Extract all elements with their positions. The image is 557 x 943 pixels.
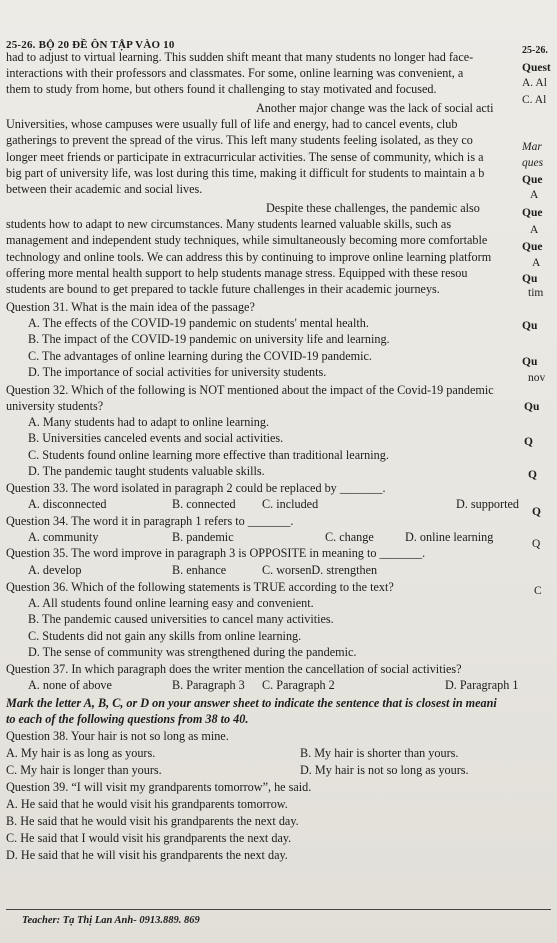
question-36-option-d: D. The sense of community was strengthened during the pandemic. [28, 645, 357, 659]
question-37-stem: Question 37. In which paragraph does the writer mention the cancellation of social activities? [6, 662, 462, 676]
passage-line: technology and online tools. We can address this by continuing to improve online learning platform [6, 250, 492, 264]
passage-line: students are bound to get prepared to tackle future challenges in their academic journeys. [6, 282, 440, 296]
adjacent-page-text: A [532, 257, 541, 269]
question-34-option-c: C. change [325, 530, 374, 544]
question-31-option-c: C. The advantages of online learning during the COVID-19 pandemic. [28, 349, 372, 363]
passage-line: interactions with their professors and classmates. For some, online learning was convenient, a [6, 66, 464, 80]
adjacent-page-text: Q [528, 469, 537, 481]
question-38-option-c: C. My hair is longer than yours. [6, 763, 162, 777]
question-34-option-b: B. pandemic [172, 530, 234, 544]
adjacent-page-text: tim [528, 287, 544, 299]
adjacent-page-text: Q [532, 538, 541, 550]
question-37-option-a: A. none of above [28, 678, 112, 692]
passage-line: had to adjust to virtual learning. This sudden shift meant that many students no longer had face- [6, 50, 474, 64]
question-38-option-b: B. My hair is shorter than yours. [300, 746, 459, 760]
section-instruction: to each of the following questions from 38 to 40. [6, 712, 249, 726]
adjacent-page-text: Mar [522, 141, 542, 153]
question-31-option-b: B. The impact of the COVID-19 pandemic on university life and learning. [28, 332, 390, 346]
adjacent-page-text: C. Al [522, 94, 547, 106]
question-39-option-a: A. He said that he would visit his grandparents tomorrow. [6, 797, 288, 811]
question-32-option-d: D. The pandemic taught students valuable skills. [28, 464, 265, 478]
question-31-stem: Question 31. What is the main idea of the passage? [6, 300, 255, 314]
adjacent-page-text: Qu [524, 401, 540, 413]
passage-line: them to study from home, but others found it challenging to stay motivated and focused. [6, 82, 437, 96]
question-33-option-a: A. disconnected [28, 497, 107, 511]
question-36-option-a: A. All students found online learning easy and convenient. [28, 596, 314, 610]
adjacent-page-text: Qu [522, 356, 538, 368]
adjacent-page-text: Que [522, 207, 543, 219]
question-35-option-a: A. develop [28, 563, 82, 577]
adjacent-page-column [520, 0, 557, 943]
question-36-option-b: B. The pandemic caused universities to cancel many activities. [28, 612, 334, 626]
passage-line: gatherings to prevent the spread of the virus. This left many students feeling isolated, as they co [6, 133, 473, 147]
adjacent-page-text: nov [528, 372, 546, 384]
passage-line: Another major change was the lack of social acti [256, 101, 494, 115]
question-32-stem: Question 32. Which of the following is NOT mentioned about the impact of the Covid-19 pandemic [6, 383, 494, 397]
question-36-stem: Question 36. Which of the following statements is TRUE according to the text? [6, 580, 394, 594]
question-39-option-b: B. He said that he would visit his grandparents the next day. [6, 814, 299, 828]
document-header: 25-26. BỘ 20 ĐỀ ÔN TẬP VÀO 10 [6, 39, 175, 51]
question-32-option-b: B. Universities canceled events and social activities. [28, 431, 284, 445]
adjacent-page-text: ques [522, 157, 544, 169]
question-32-option-c: C. Students found online learning more effective than traditional learning. [28, 448, 389, 462]
adjacent-page-text: Qu [522, 273, 538, 285]
passage-line: between their academic and social lives. [6, 182, 203, 196]
adjacent-page-text: Qu [522, 320, 538, 332]
teacher-footer: Teacher: Tạ Thị Lan Anh- 0913.889. 869 [22, 915, 200, 926]
question-33-option-b: B. connected [172, 497, 236, 511]
question-34-stem: Question 34. The word it in paragraph 1 refers to _______. [6, 514, 294, 528]
adjacent-page-text: Q [532, 506, 541, 518]
question-32-option-a: A. Many students had to adapt to online learning. [28, 415, 269, 429]
question-37-option-d: D. Paragraph 1 [445, 678, 519, 692]
question-39-option-c: C. He said that I would visit his grandparents the next day. [6, 831, 292, 845]
section-instruction: Mark the letter A, B, C, or D on your answer sheet to indicate the sentence that is closest in meani [6, 696, 497, 710]
question-34-option-d: D. online learning [405, 530, 494, 544]
question-31-option-a: A. The effects of the COVID-19 pandemic on students' mental health. [28, 316, 369, 330]
question-37-option-c: C. Paragraph 2 [262, 678, 335, 692]
adjacent-page-text: C [534, 585, 542, 597]
question-35-option-c: C. worsenD. strengthen [262, 563, 378, 577]
question-33-option-d: D. supported [456, 497, 519, 511]
adjacent-page-text: 25-26. [522, 45, 548, 56]
adjacent-page-text: Que [522, 241, 543, 253]
question-32-stem: university students? [6, 399, 104, 413]
question-38-option-d: D. My hair is not so long as yours. [300, 763, 469, 777]
adjacent-page-text: Que [522, 174, 543, 186]
adjacent-page-text: Quest [522, 62, 551, 74]
question-33-option-c: C. included [262, 497, 319, 511]
adjacent-page-text: A. Al [522, 77, 547, 89]
passage-line: offering more mental health support to help students manage stress. Equipped with these resou [6, 266, 468, 280]
question-39-option-d: D. He said that he will visit his grandparents the next day. [6, 848, 288, 862]
bottom-divider [6, 909, 551, 910]
question-33-stem: Question 33. The word isolated in paragraph 2 could be replaced by _______. [6, 481, 386, 495]
passage-line: big part of university life, was lost during this time, making it difficult for students to maintain a b [6, 166, 485, 180]
question-39-stem: Question 39. “I will visit my grandparents tomorrow”, he said. [6, 780, 312, 794]
question-35-stem: Question 35. The word improve in paragraph 3 is OPPOSITE in meaning to _______. [6, 546, 426, 560]
passage-line: Despite these challenges, the pandemic also [266, 201, 480, 215]
question-31-option-d: D. The importance of social activities for university students. [28, 365, 327, 379]
question-38-stem: Question 38. Your hair is not so long as mine. [6, 729, 229, 743]
passage-line: longer meet friends or participate in extracurricular activities. The sense of community, which is a [6, 150, 484, 164]
passage-line: Universities, whose campuses were usually full of life and energy, had to cancel events, club [6, 117, 458, 131]
passage-line: students how to adapt to new circumstances. Many students learned valuable skills, such as [6, 217, 452, 231]
question-38-option-a: A. My hair is as long as yours. [6, 746, 156, 760]
question-37-option-b: B. Paragraph 3 [172, 678, 245, 692]
adjacent-page-text: A [530, 189, 539, 201]
question-36-option-c: C. Students did not gain any skills from online learning. [28, 629, 302, 643]
passage-line: management and independent study techniques, while simultaneously becoming more comfortable [6, 233, 488, 247]
adjacent-page-text: A [530, 224, 539, 236]
adjacent-page-text: Q [524, 436, 533, 448]
question-34-option-a: A. community [28, 530, 99, 544]
question-35-option-b: B. enhance [172, 563, 227, 577]
